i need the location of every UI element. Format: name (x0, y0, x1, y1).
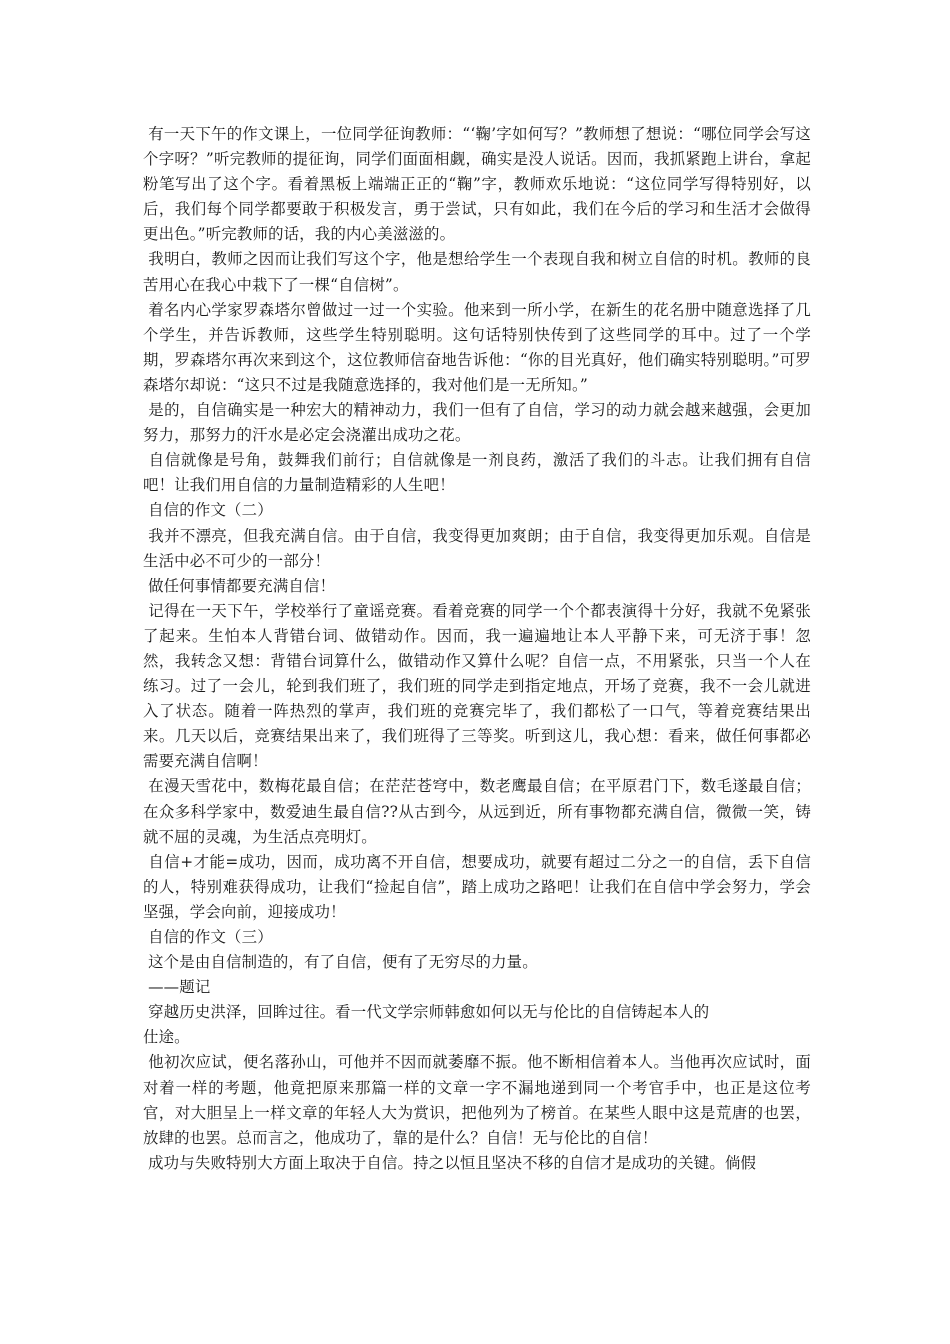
paragraph: 着名内心学家罗森塔尔曾做过一过一个实验。他来到一所小学，在新生的花名册中随意选择了几个学生，并告诉教师，这些学生特别聪明。这句话特别快传到了这些同学的耳中。过了一个学期，罗森塔尔再次来到这个，这位教师信奋地告诉他：“你的目光真好，他们确实特别聪明。”可罗森塔尔却说：“这只不过是我随意选择的，我对他们是一无所知。” (143, 300, 812, 394)
paragraph: 在漫天雪花中，数梅花最自信；在茫茫苍穹中，数老鹰最自信；在平原君门下，数毛遂最自信；在众多科学家中，数爱迪生最自信??从古到今，从远到近，所有事物都充满自信，微微一笑，铸就不屈的灵魂，为生活点亮明灯。 (143, 777, 812, 846)
paragraph: 这个是由自信制造的，有了自信，便有了无穷尽的力量。 (143, 953, 538, 972)
paragraph: 他初次应试，便名落孙山，可他并不因而就萎靡不振。他不断相信着本人。当他再次应试时，面对着一样的考题，他竟把原来那篇一样的文章一字不漏地递到同一个考官手中，也正是这位考官，对大胆呈上一样文章的年轻人大为赏识，把他列为了榜首。在某些人眼中这是荒唐的也罢，放肆的也罢。总而言之，他成功了，靠的是什么？自信！无与伦比的自信！ (143, 1053, 812, 1147)
epigraph-attribution: ——题记 (143, 978, 211, 997)
paragraph: 我并不漂亮，但我充满自信。由于自信，我变得更加爽朗；由于自信，我变得更加乐观。自信是生活中必不可少的一部分！ (143, 526, 812, 570)
section-heading: 自信的作文（三） (143, 928, 273, 946)
paragraph: 自信+才能=成功，因而，成功离不开自信，想要成功，就要有超过二分之一的自信，丢下自信的人，特别难获得成功，让我们“捡起自信”，踏上成功之路吧！让我们在自信中学会努力，学会坚强，学会向前，迎接成功！ (143, 852, 811, 921)
paragraph: 我明白，教师之因而让我们写这个字，他是想给学生一个表现自我和树立自信的时机。教师的良苦用心在我心中栽下了一棵“自信树”。 (143, 250, 812, 294)
document-body (143, 122, 811, 1176)
paragraph: 自信就像是号角，鼓舞我们前行；自信就像是一剂良药，激活了我们的斗志。让我们拥有自信吧！让我们用自信的力量制造精彩的人生吧！ (143, 451, 811, 495)
paragraph: 是的，自信确实是一种宏大的精神动力，我们一但有了自信，学习的动力就会越来越强，会更加努力，那努力的汗水是必定会浇灌出成功之花。 (143, 401, 812, 445)
paragraph: 有一天下午的作文课上，一位同学征询教师：“‘鞠’字如何写？”教师想了想说：“哪位同学会写这个字呀？”听完教师的提征询，同学们面面相觑，确实是没人说话。因而，我抓紧跑上讲台，拿起粉笔写出了这个字。看着黑板上端端正正的“鞠”字，教师欢乐地说：“这位同学写得特别好，以后，我们每个同学都要敢于积极发言，勇于尝试，只有如此，我们在今后的学习和生活才会做得更出色。”听完教师的话，我的内心美滋滋的。 (143, 125, 812, 244)
paragraph: 做任何事情都要充满自信！ (143, 576, 336, 595)
paragraph: 穿越历史洪泽，回眸过往。看一代文学宗师韩愈如何以无与伦比的自信铸起本人的 仕途。 (143, 1003, 710, 1047)
paragraph: 记得在一天下午，学校举行了童谣竞赛。看着竞赛的同学一个个都表演得十分好，我就不免紧张了起来。生怕本人背错台词、做错动作。因而，我一遍遍地让本人平静下来，可无济于事！忽然，我转念又想：背错台词算什么，做错动作又算什么呢？自信一点，不用紧张，只当一个人在练习。过了一会儿，轮到我们班了，我们班的同学走到指定地点，开场了竞赛，我不一会儿就进入了状态。随着一阵热烈的掌声，我们班的竞赛完毕了，我们都松了一口气，等着竞赛结果出来。几天以后，竞赛结果出来了，我们班得了三等奖。听到这儿，我心想：看来，做任何事都必需要充满自信啊！ (143, 601, 812, 771)
section-heading: 自信的作文（二） (143, 501, 273, 520)
paragraph: 成功与失败特别大方面上取决于自信。持之以恒且坚决不移的自信才是成功的关键。倘假 (143, 1153, 757, 1172)
